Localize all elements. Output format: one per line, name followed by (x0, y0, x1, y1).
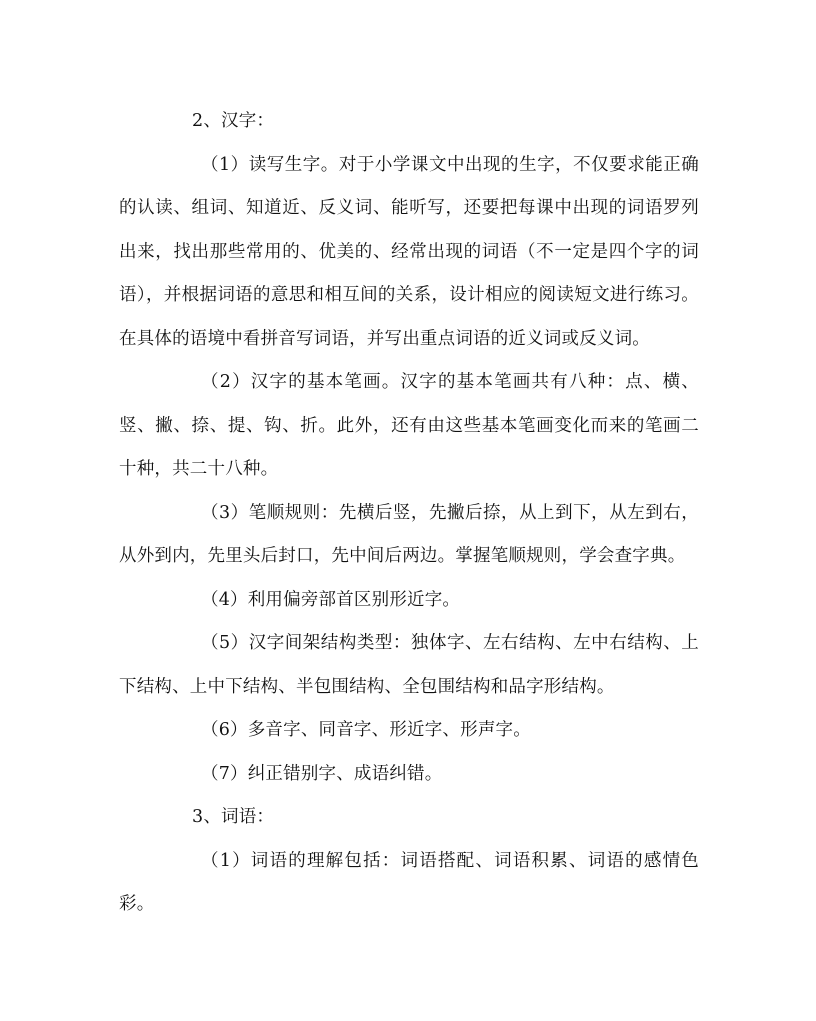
paragraph-stroke-order: （3）笔顺规则：先横后竖，先撇后捺，从上到下，从左到右，从外到内，先里头后封口，先中间后两边。掌握笔顺规则，学会查字典。 (119, 502, 699, 566)
section-heading-hanzi: 2、汉字： (192, 111, 275, 131)
paragraph-structure-types: （5）汉字间架结构类型：独体字、左右结构、左中右结构、上下结构、上中下结构、半包围结构、全包围结构和品字形结构。 (119, 633, 699, 697)
paragraph-radicals: （4）利用偏旁部首区别形近字。 (201, 589, 461, 610)
paragraph-polyphones: （6）多音字、同音字、形近字、形声字。 (201, 720, 531, 740)
document-body (119, 100, 699, 927)
paragraph-basic-strokes: （2）汉字的基本笔画。汉字的基本笔画共有八种：点、横、竖、撇、捺、提、钩、折。此外，还有由这些基本笔画变化而来的笔画二十种，共二十八种。 (119, 372, 699, 479)
paragraph-typo-correction: （7）纠正错别字、成语纠错。 (201, 763, 443, 784)
paragraph-word-understanding: （1）词语的理解包括：词语搭配、词语积累、词语的感情色彩。 (119, 850, 699, 914)
section-heading-ciyu: 3、词语： (192, 807, 275, 827)
paragraph-reading-writing: （1）读写生字。对于小学课文中出现的生字，不仅要求能正确的认读、组词、知道近、反义词、能听写，还要把每课中出现的词语罗列出来，找出那些常用的、优美的、经常出现的词语（不一定是四个字的词语），并根据词语的意思和相互间的关系，设计相应的阅读短文进行练习。在具体的语境中看拼音写词语，并写出重点词语的近义词或反义词。 (119, 154, 699, 349)
